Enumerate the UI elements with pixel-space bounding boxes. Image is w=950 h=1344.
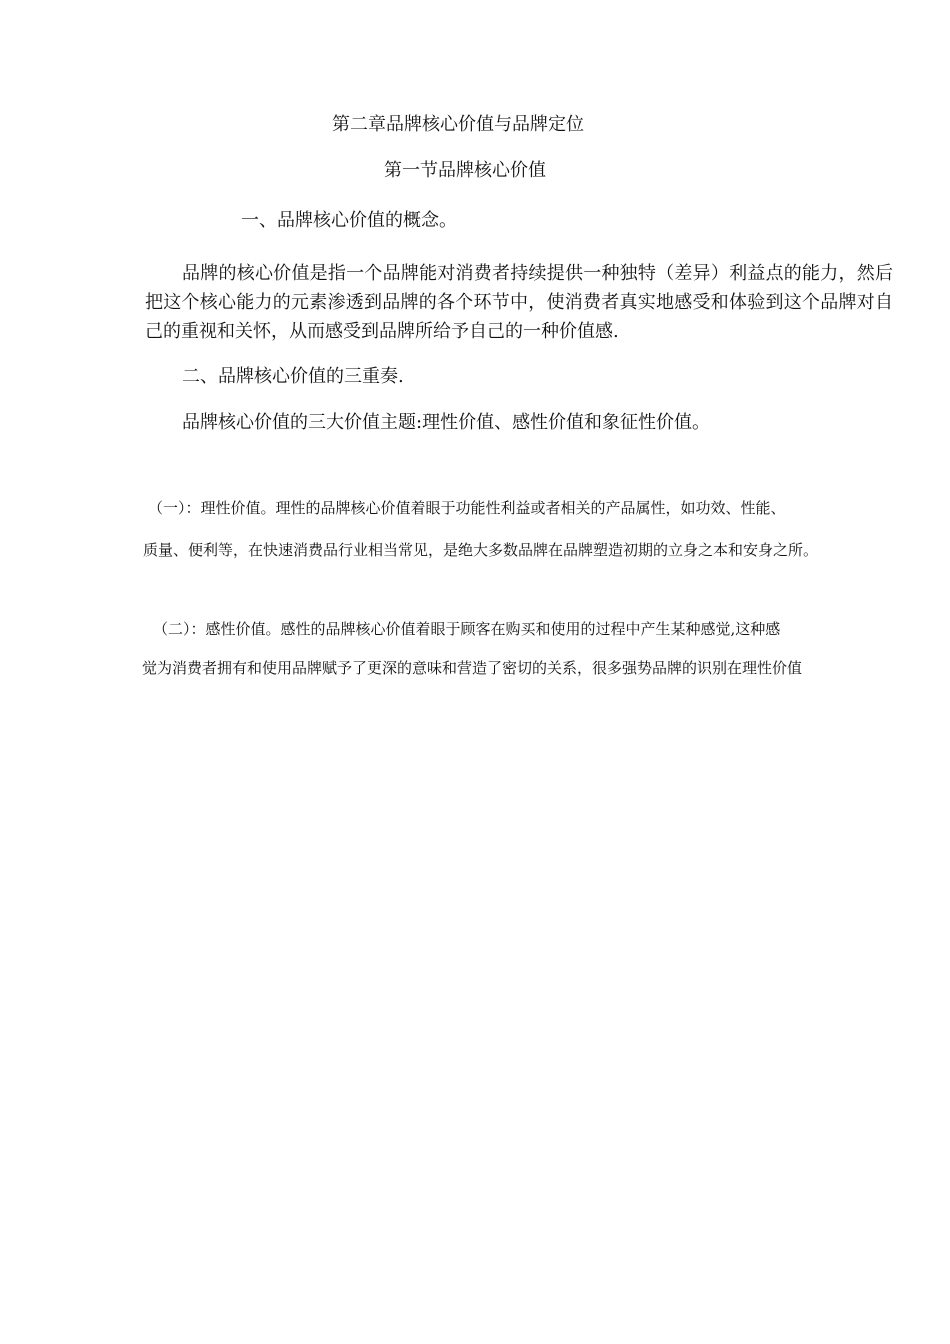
heading-1: 一、品牌核心价值的概念。 (241, 210, 457, 231)
paragraph-3-line-2: 质量、便利等，在快速消费品行业相当常见，是绝大多数品牌在品牌塑造初期的立身之本和安身之所。 (143, 541, 819, 559)
paragraph-2: 品牌核心价值的三大价值主题:理性价值、感性价值和象征性价值。 (182, 412, 711, 433)
heading-2: 二、品牌核心价值的三重奏. (182, 366, 404, 387)
paragraph-4-line-2: 觉为消费者拥有和使用品牌赋予了更深的意味和营造了密切的关系，很多强势品牌的识别在理性价值 (142, 659, 803, 677)
chapter-title: 第二章品牌核心价值与品牌定位 (332, 114, 584, 135)
section-title: 第一节品牌核心价值 (384, 160, 546, 181)
paragraph-3-line-1: （一）：理性价值。理性的品牌核心价值着眼于功能性利益或者相关的产品属性，如功效、性能、 (148, 499, 786, 517)
paragraph-1: 品牌的核心价值是指一个品牌能对消费者持续提供一种独特（差异）利益点的能力，然后把这个核心能力的元素渗透到品牌的各个环节中，使消费者真实地感受和体验到这个品牌对自己的重视和关怀，从而感受到品牌所给予自己的一种价值感. (145, 263, 893, 342)
paragraph-4-line-1: （二）：感性价值。感性的品牌核心价值着眼于顾客在购买和使用的过程中产生某种感觉,这种感 (153, 620, 781, 638)
